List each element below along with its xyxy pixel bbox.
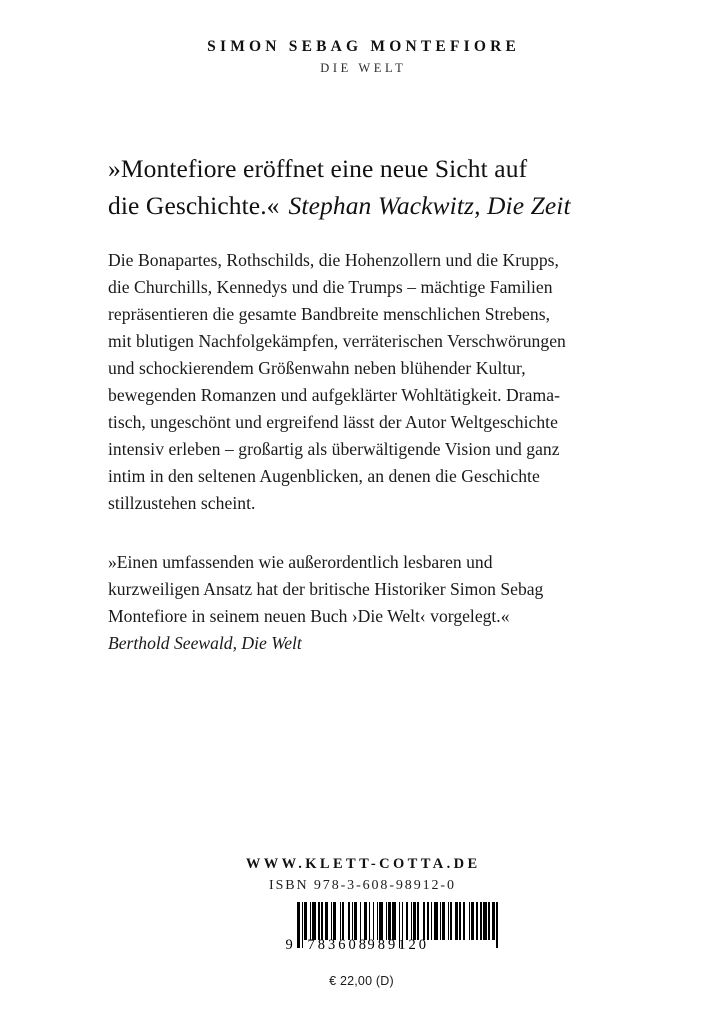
blurb-line: repräsentieren die gesamte Bandbreite menschlichen Strebens, [108,304,551,324]
press-quote-line: kurzweiligen Ansatz hat der britische Historiker Simon Sebag [108,579,544,599]
publisher-url: WWW.KLETT-COTTA.DE [245,856,481,872]
pull-quote-line-2: die Geschichte.« [108,191,280,220]
blurb-line: mit blutigen Nachfolgekämpfen, verräterischen Verschwörungen [108,331,566,351]
pull-quote [108,150,613,224]
press-quote-line: Montefiore in seinem neuen Buch ›Die Welt‹ vorgelegt.« [108,606,510,626]
blurb-line: die Churchills, Kennedys und die Trumps – mächtige Familien [108,277,553,297]
press-quote [108,549,613,657]
author-name: SIMON SEBAG MONTEFIORE [207,38,521,55]
blurb-line: Die Bonapartes, Rothschilds, die Hohenzollern und die Krupps, [108,250,559,270]
blurb-line: intim in den seltenen Augenblicken, an denen die Geschichte [108,466,540,486]
barcode-right-group: 989120 [367,937,429,953]
blurb-paragraph [108,247,613,517]
barcode-block [0,902,723,988]
blurb-line: bewegenden Romanzen und aufgeklärter Wohltätigkeit. Drama- [108,385,560,405]
blurb-line: tisch, ungeschönt und ergreifend lässt der Autor Weltgeschichte [108,412,558,432]
book-title: DIE WELT [320,61,407,76]
pull-quote-line-1: »Montefiore eröffnet eine neue Sicht auf [108,154,528,183]
isbn-text: ISBN 978-3-608-98912-0 [269,877,456,893]
ean13-barcode [286,902,438,962]
cover-footer [0,856,723,894]
barcode-digits [286,938,438,952]
blurb-line: intensiv erleben – großartig als überwältigende Vision und ganz [108,439,560,459]
cover-header [0,38,723,76]
cover-text-column [108,150,613,657]
barcode-left-group: 783608 [307,937,369,953]
pull-quote-attribution: Stephan Wackwitz, Die Zeit [288,191,571,220]
press-quote-line: »Einen umfassenden wie außerordentlich lesbaren und [108,552,493,572]
press-quote-source: Berthold Seewald, Die Welt [108,633,302,653]
blurb-line: stillzustehen scheint. [108,493,256,513]
barcode-lead-digit: 9 [285,937,293,953]
price-label: € 22,00 (D) [329,974,394,988]
blurb-line: und schockierendem Größenwahn neben blühender Kultur, [108,358,526,378]
